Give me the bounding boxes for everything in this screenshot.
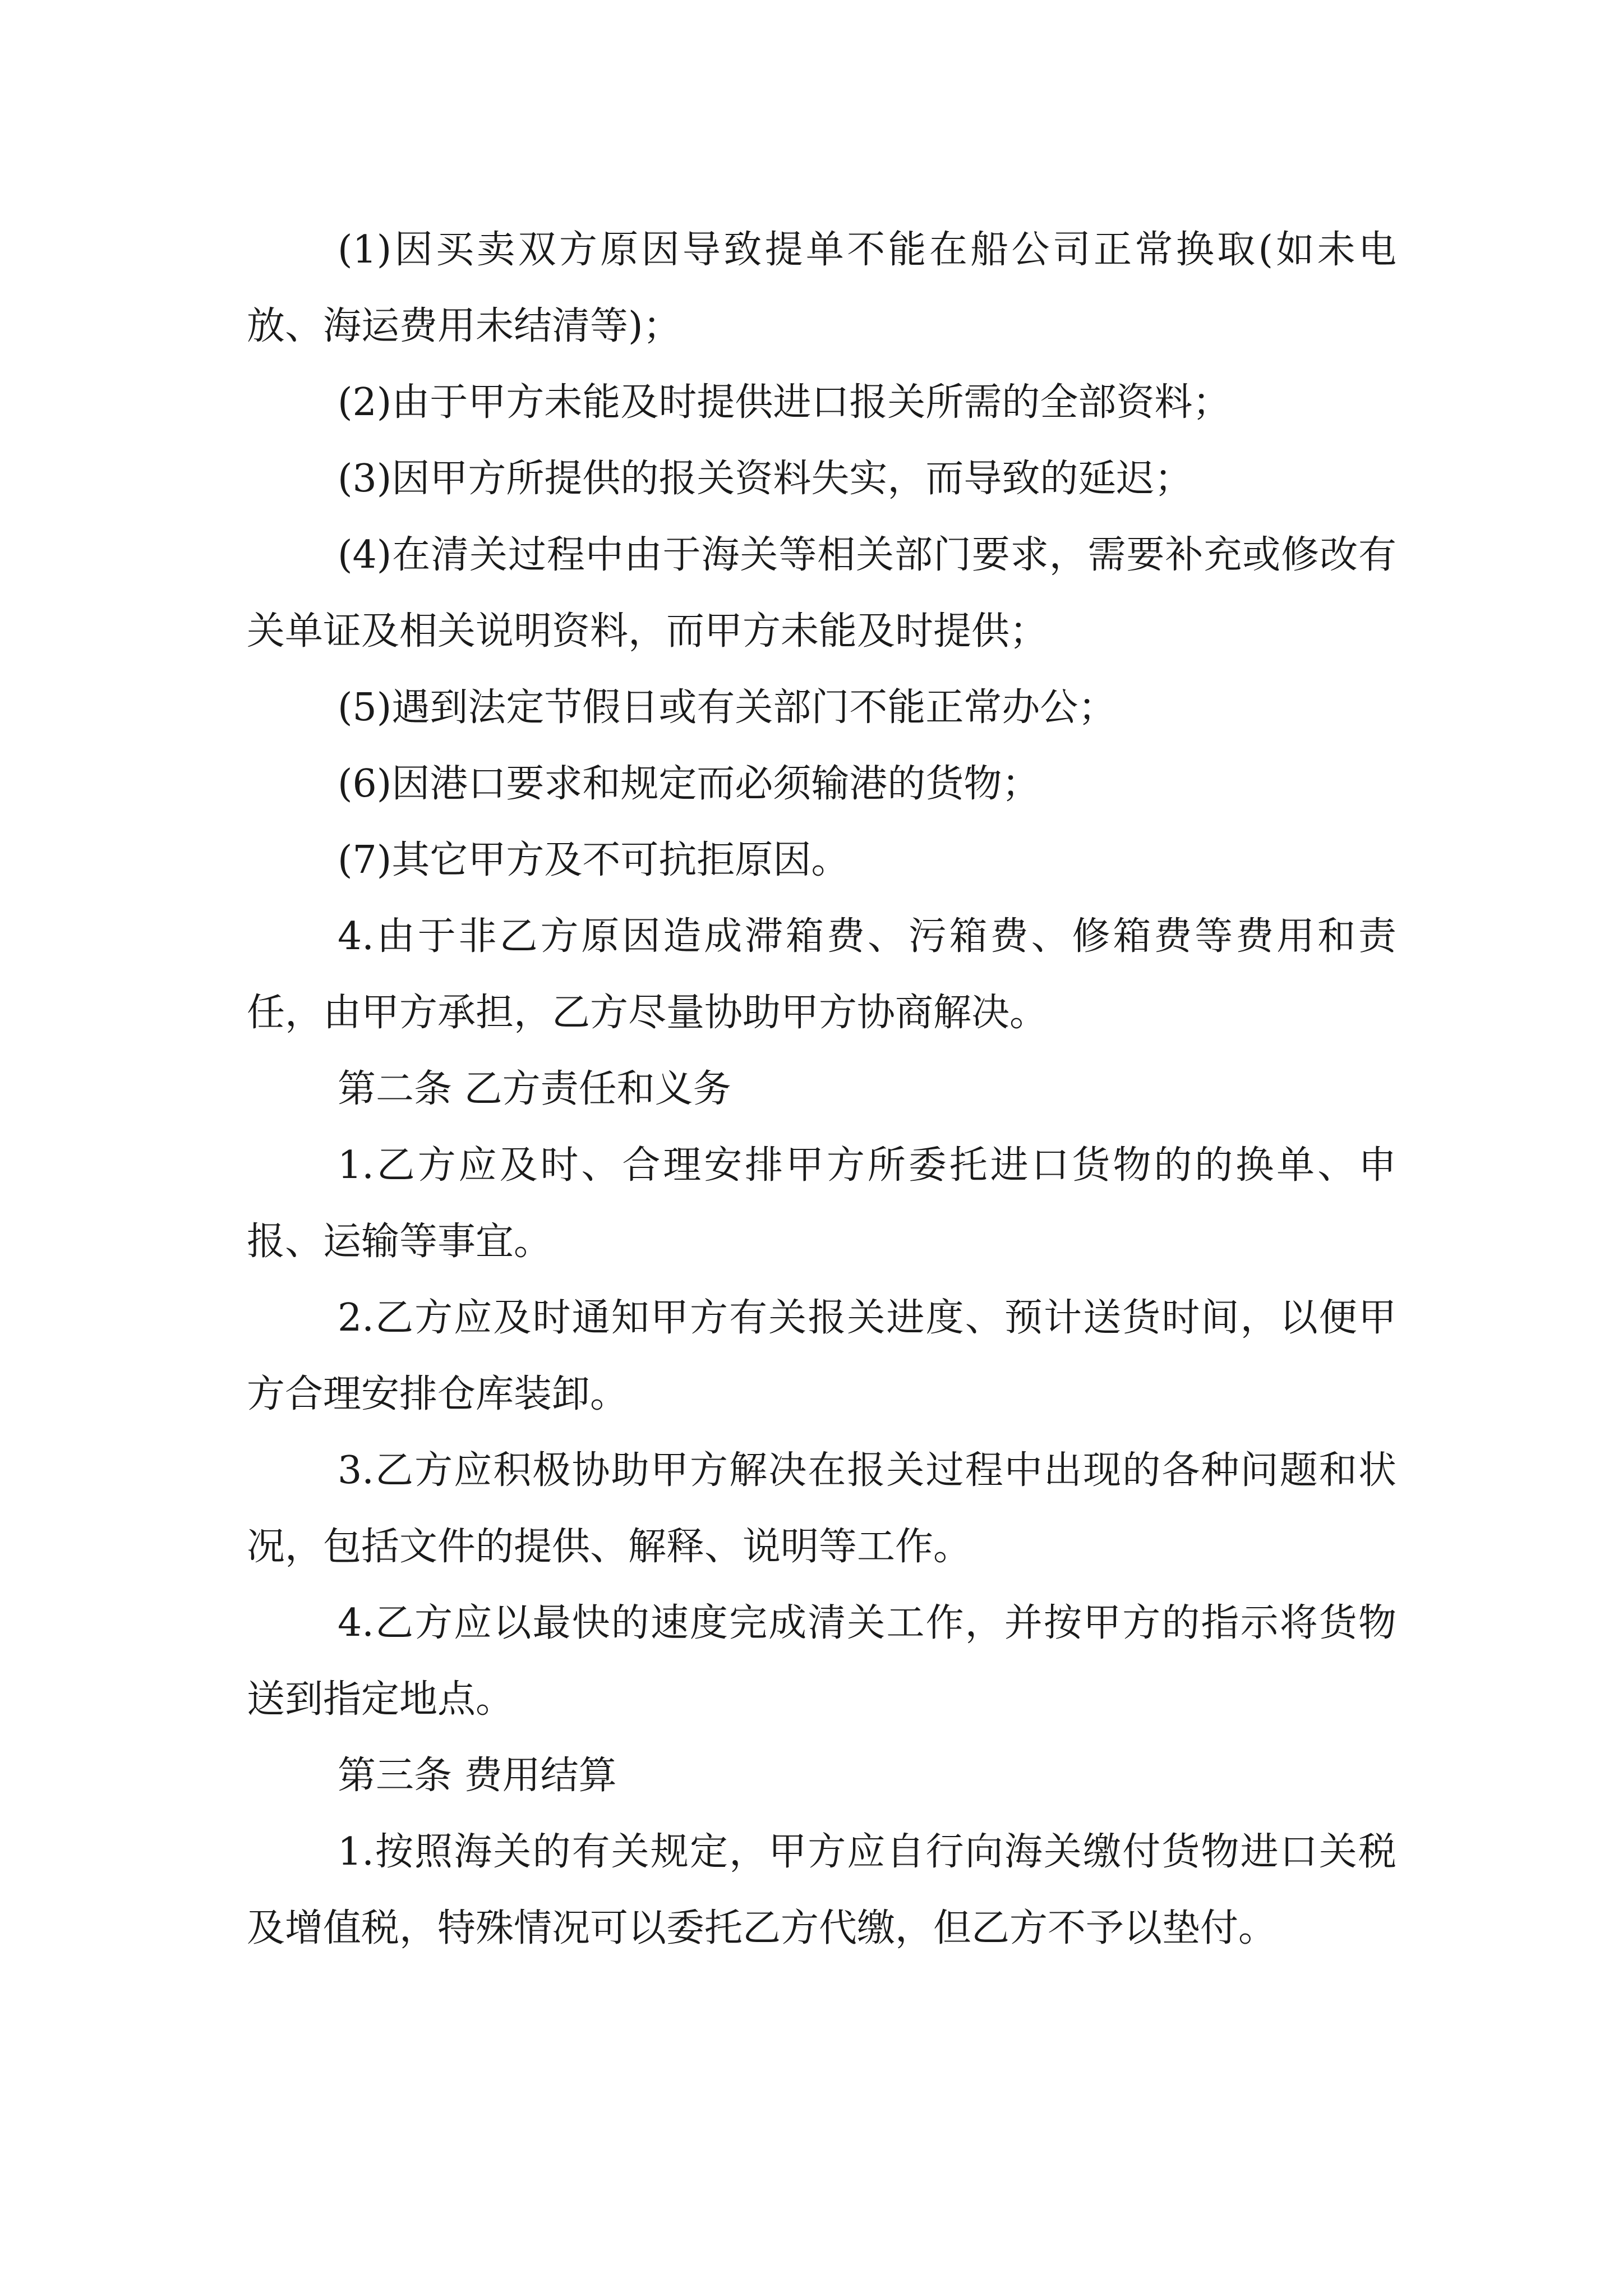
- article-2-heading: 第二条 乙方责任和义务: [338, 1067, 731, 1111]
- clause-item-5: (5)遇到法定节假日或有关部门不能正常办公；: [338, 685, 1117, 730]
- clause-4-fees: 4.由于非乙方原因造成滞箱费、污箱费、修箱费等费用和责任，由甲方承担，乙方尽量协助甲方协商解决。: [247, 914, 1396, 1035]
- article-2-item-3: 3.乙方应积极协助甲方解决在报关过程中出现的各种问题和状况，包括文件的提供、解释、说明等工作。: [247, 1448, 1396, 1569]
- article-2-item-4: 4.乙方应以最快的速度完成清关工作，并按甲方的指示将货物送到指定地点。: [247, 1601, 1396, 1722]
- clause-item-6: (6)因港口要求和规定而必须输港的货物；: [338, 762, 1040, 806]
- clause-item-3: (3)因甲方所提供的报关资料失实，而导致的延迟；: [338, 457, 1193, 501]
- clause-item-1: (1)因买卖双方原因导致提单不能在船公司正常换取(如未电放、海运费用未结清等)；: [247, 228, 1396, 348]
- clause-item-7: (7)其它甲方及不可抗拒原因。: [338, 838, 850, 882]
- clause-item-2: (2)由于甲方未能及时提供进口报关所需的全部资料；: [338, 380, 1231, 425]
- clause-item-4: (4)在清关过程中由于海关等相关部门要求，需要补充或修改有关单证及相关说明资料，而甲方未能及时提供；: [247, 533, 1396, 654]
- document-page: [247, 212, 1396, 1967]
- article-2-item-2: 2.乙方应及时通知甲方有关报关进度、预计送货时间，以便甲方合理安排仓库装卸。: [247, 1296, 1396, 1416]
- article-2-item-1: 1.乙方应及时、合理安排甲方所委托进口货物的的换单、申报、运输等事宜。: [247, 1143, 1396, 1264]
- article-3-heading: 第三条 费用结算: [338, 1754, 617, 1798]
- article-3-item-1: 1.按照海关的有关规定，甲方应自行向海关缴付货物进口关税及增值税，特殊情况可以委托乙方代缴，但乙方不予以垫付。: [247, 1830, 1396, 1950]
